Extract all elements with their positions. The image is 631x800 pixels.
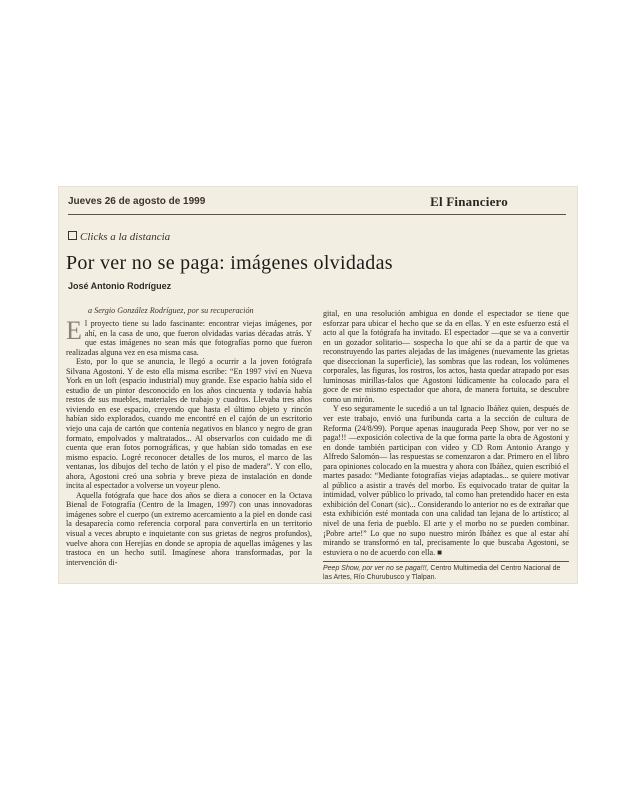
newspaper-name: El Financiero: [430, 194, 508, 209]
article-column-left: [66, 316, 312, 567]
dedication: a Sergio González Rodríguez, por su recuperación: [88, 306, 254, 315]
paragraph: El proyecto tiene su lado fascinante: encontrar viejas imágenes, por ahí, en la casa de uno, que fueron olvidadas varias décadas atrás. Y que estas imágenes no sean más que fotografías porno que fueron realizadas alguna vez en esa misma casa.: [66, 316, 312, 357]
issue-date: Jueves 26 de agosto de 1999: [68, 196, 206, 207]
section-label: [68, 231, 170, 243]
drop-cap: E: [66, 316, 82, 345]
article-column-right: [323, 309, 569, 582]
paragraph: Esto, por lo que se anuncia, le llegó a ocurrir a la joven fotógrafa Silvana Agostoni. Y de esto ella misma escribe: “En 1997 viví en Nueva York en un loft (espacio industrial) muy grande. Ese espacio había sido el estudio de un pintor desconocido en los años cincuenta y todavía había restos de sus muebles, materiales de trabajo y cuadros. Llevaba tres años viviendo en ese espacio, creyendo que hasta el último objeto y rincón habían sido explorados, cuando me encontré en el cajón de un escritorio viejo una caja de cartón que contenía negativos en blanco y negro de gran formato, empolvados y maltratados... Al observarlos con cuidado me di cuenta que eran fotos pornográficas, y que habían sido tomadas en ese mismo espacio. Logré reconocer detalles de los muros, el marco de las ventanas, los dibujos del techo de latón y el piso de madera”. Y con ello, ahora, Agostoni creó una sobria y breve pieza de instalación en donde incita al espectador a volverse un voyeur pleno.: [66, 357, 312, 491]
headline: Por ver no se paga: imágenes olvidadas: [66, 252, 393, 274]
checkbox-icon: [68, 231, 77, 240]
paragraph: Y eso seguramente le sucedió a un tal Ignacio Ibáñez quien, después de ver este trabajo, envió una furibunda carta a la sección de cultura de Reforma (24/8/99). Porque apenas inaugurada Peep Show, por ver no se paga!!! —exposición colectiva de la que forma parte la obra de Agostoni y en donde también participan con video y CD Rom Antonio Arango y Alfredo Salomón— las respuestas se comenzaron a dar. Primero en el libro para opiniones colocado en la muestra y ahora con Ibáñez, quien escribió el martes pasado: “Mediante fotografías viejas adaptadas... se quiere motivar al público a asistir a través del morbo. Es equivocado tratar de quitar la intimidad, volver público lo privado, tal como han pretendido hacer en esta exhibición del Conart (sic)... Considerando lo anterior no es de extrañar que esta exhibición esté montada con una calidad tan lejana de lo artístico; al nivel de una feria de pueblo. El arte y el morbo no se pueden combinar. ¡Pobre arte!” Lo que no supo nuestro mirón Ibáñez es que al estar ahí mirando se transformó en tal, precisamente lo que buscaba Agostoni, se estuviera o no de acuerdo con ella. ■: [323, 404, 569, 557]
masthead: [68, 194, 566, 215]
paragraph: gital, en una resolución ambigua en donde el espectador se tiene que esforzar para ubicar el hecho que se da en ellas. Y en este esfuerzo está el acto al que la fotógrafa ha invitado. El espectador —que se va a convertir en un gozador solitario— sospecha lo que ahí se da a partir de que va reconstruyendo las partes alejadas de las imágenes (nuevamente las grietas que diseccionan la superficie), las sombras que las rodean, los volúmenes corporales, las figuras, los rostros, los actos, hasta quedar atrapado por esas luminosas mirillas-falos que Agostoni lúdicamente ha colocado para el goce de ese mismo espectador que ahora, de manera fortuita, se descubre como un mirón.: [323, 309, 569, 404]
photo-caption: [323, 561, 569, 582]
author-byline: José Antonio Rodríguez: [68, 281, 172, 291]
section-title: Clicks a la distancia: [80, 231, 171, 243]
newspaper-clipping: [58, 186, 578, 584]
caption-text: Centro Multimedia del Centro Nacional de las Artes, Río Churubusco y Tlalpan.: [323, 565, 561, 581]
caption-title: Peep Show, por ver no se paga!!!,: [323, 565, 429, 573]
paragraph: Aquella fotógrafa que hace dos años se diera a conocer en la Octava Bienal de Fotografía (Centro de la Imagen, 1997) con unas innovadoras imágenes sobre el cuerpo (un extremo acercamiento a la piel en donde casi la desaparecía como referencia corporal para convertirla en un territorio visual a veces abrupto e inquietante con sus grietas de negros profundos), vuelve ahora con Herejías en donde se apropia de aquellas imágenes y las trastoca en un hecho sutil. Imagínese ahora transformadas, por la intervención di-: [66, 490, 312, 567]
